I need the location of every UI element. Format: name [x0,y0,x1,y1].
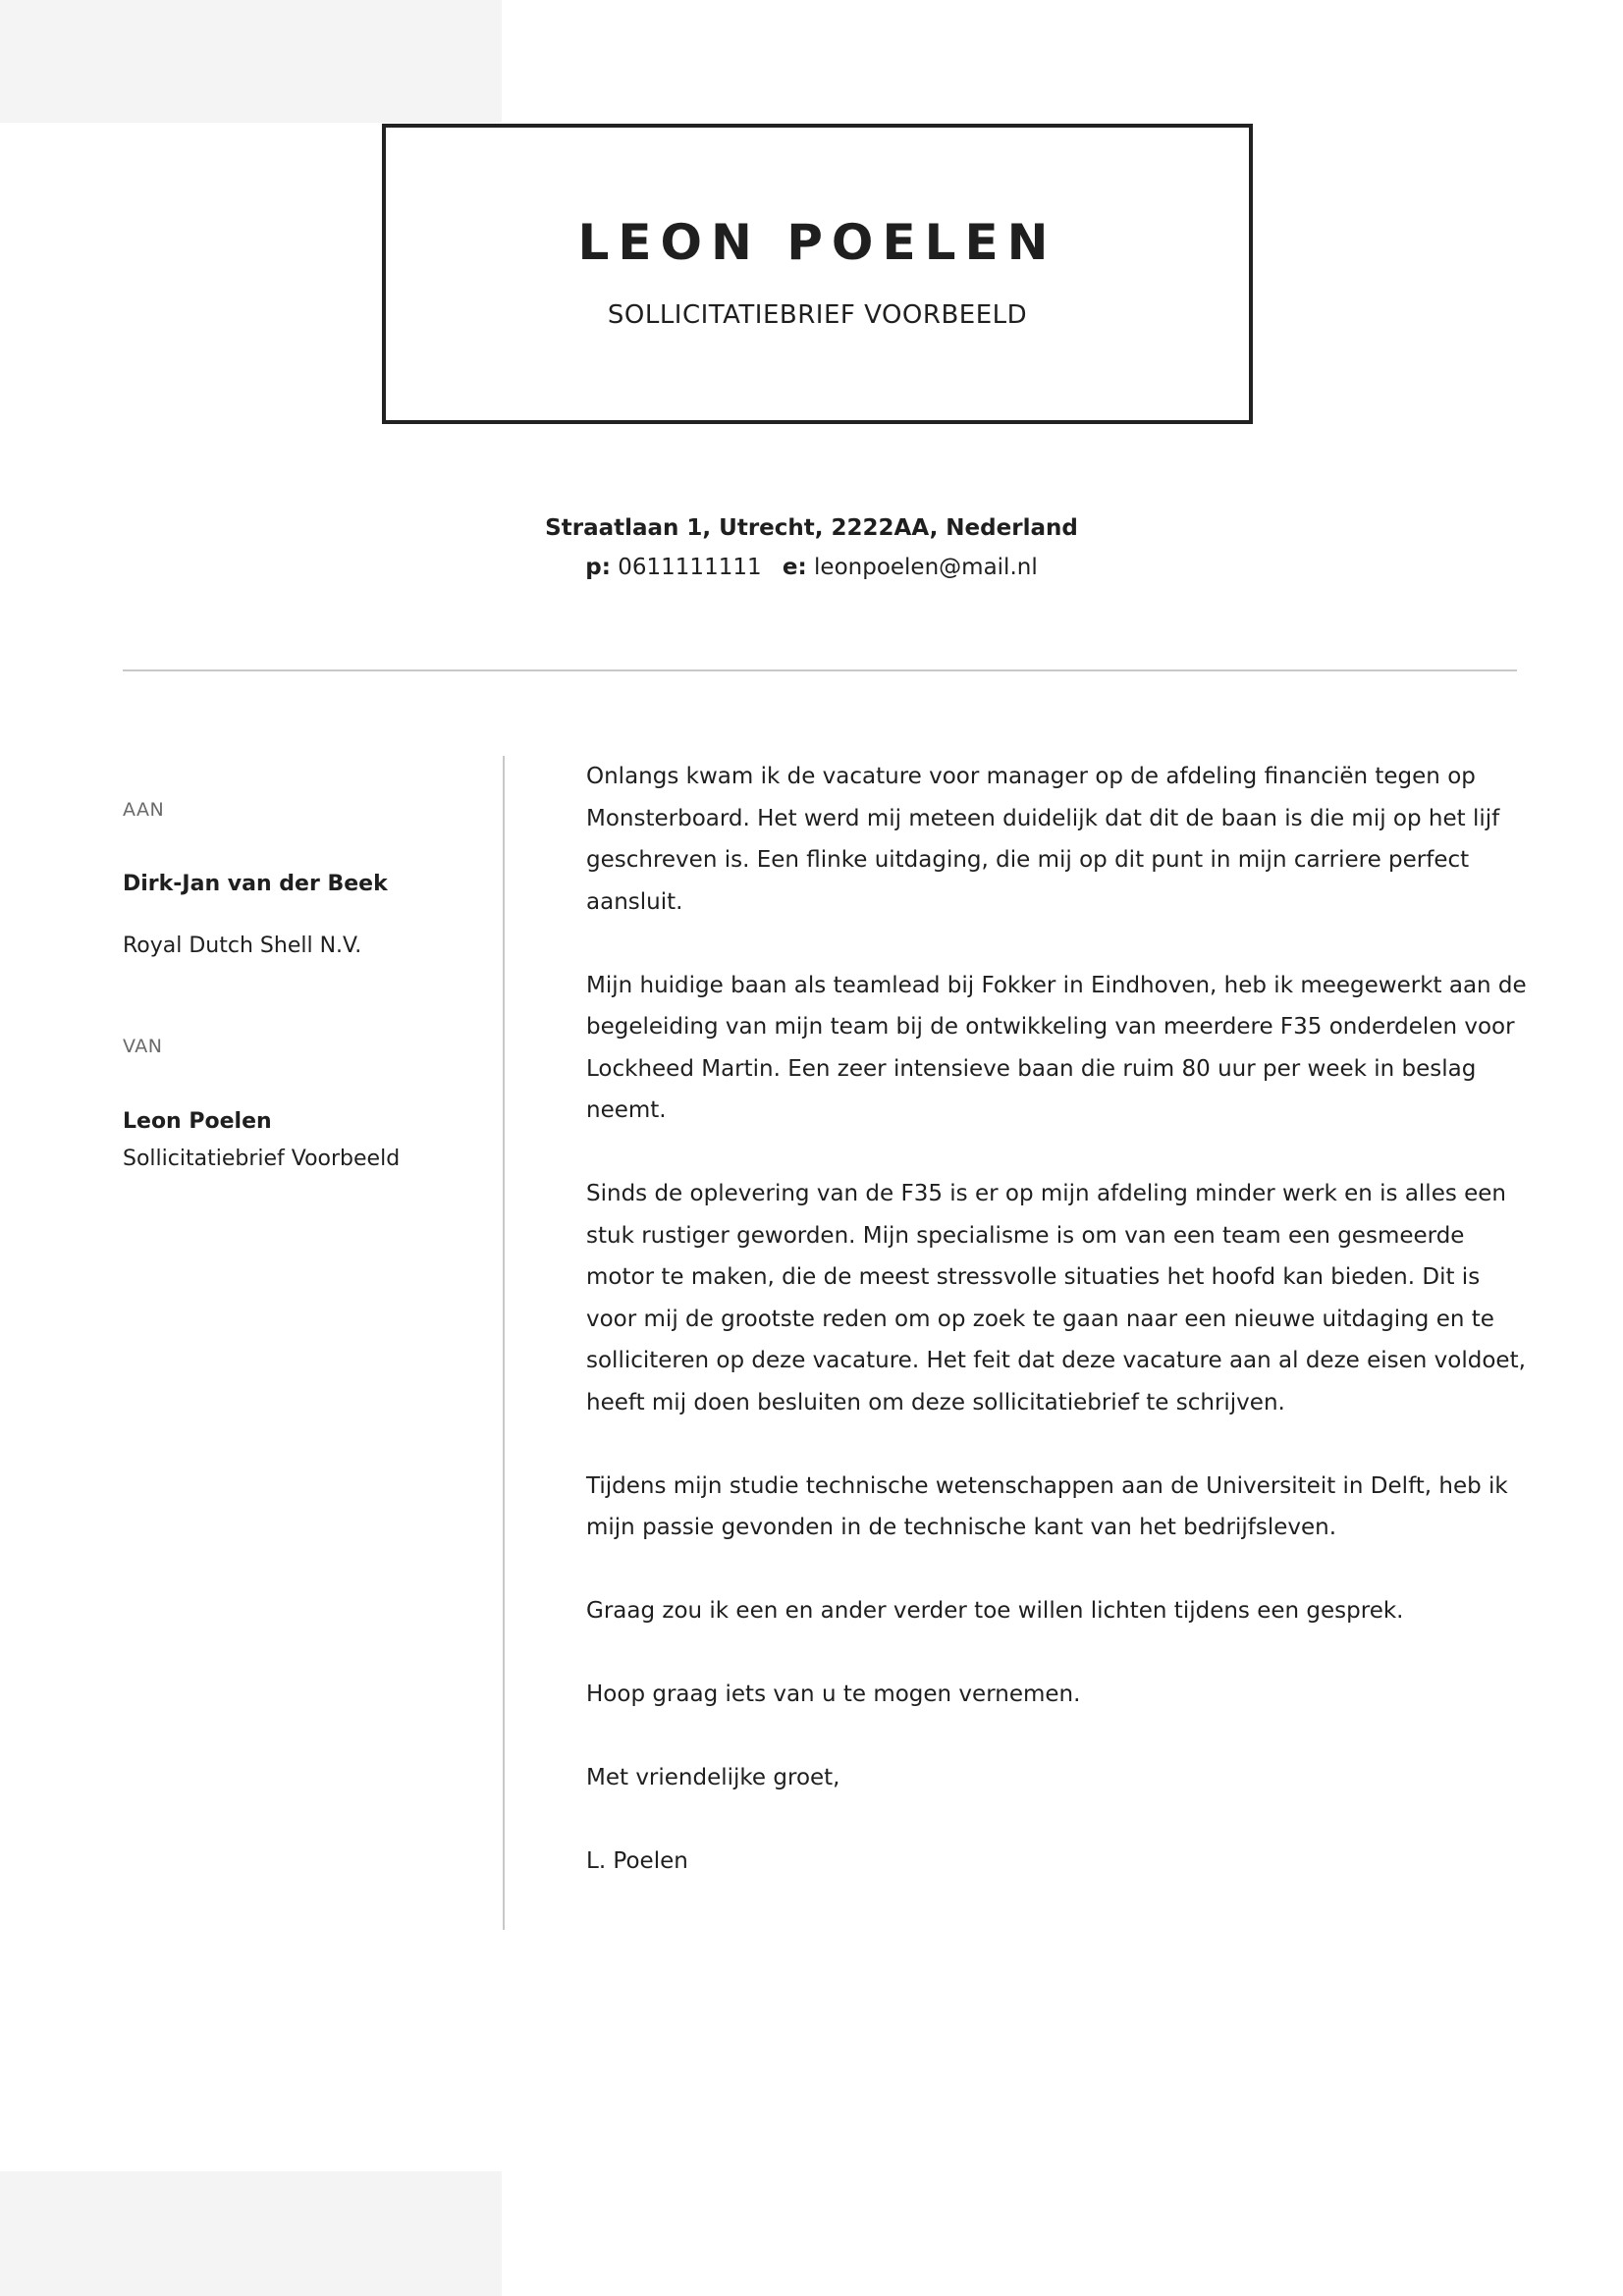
horizontal-divider [123,669,1517,671]
recipient-company: Royal Dutch Shell N.V. [123,934,362,958]
sender-label: VAN [123,1036,163,1057]
document-subtitle: SOLLICITATIEBRIEF VOORBEELD [607,300,1028,330]
letter-paragraph: Hoop graag iets van u te mogen vernemen. [586,1682,1081,1707]
letter-closing: Met vriendelijke groet, [586,1765,840,1790]
sender-name: Leon Poelen [123,1109,272,1134]
contact-block [0,508,1623,587]
letter-paragraph: Onlangs kwam ik de vacature voor manager op de afdeling financiën tegen op Monsterboard. Het werd mij meteen duidelijk dat dit de baan is die mij op het lijf geschreven is. Een flinke uitdaging, die mij op dit punt in mijn carriere perfect aansluit. [586,764,1500,915]
contact-line [0,548,1623,587]
phone-label: p: [585,555,611,580]
recipient-name: Dirk-Jan van der Beek [123,872,388,896]
decorative-block-bottom [0,2171,502,2296]
applicant-name: LEON POELEN [577,214,1057,271]
letter-paragraph: Graag zou ik een en ander verder toe willen lichten tijdens een gesprek. [586,1598,1404,1624]
letter-paragraph: Sinds de oplevering van de F35 is er op mijn afdeling minder werk en is alles een stuk rustiger geworden. Mijn specialisme is om van een team een gesmeerde motor te maken, die de meest stressvolle situaties het hoofd kan bieden. Dit is voor mij de grootste reden om op zoek te gaan naar een nieuwe uitdaging en te solliciteren op deze vacature. Het feit dat deze vacature aan al deze eisen voldoet, heeft mij doen besluiten om deze sollicitatiebrief te schrijven. [586,1181,1526,1415]
letter-paragraph: Tijdens mijn studie technische wetenschappen aan de Universiteit in Delft, heb ik mijn passie gevonden in de technische kant van het bedrijfsleven. [586,1472,1508,1540]
email-address: leonpoelen@mail.nl [814,555,1038,580]
sender-subtitle: Sollicitatiebrief Voorbeeld [123,1147,401,1171]
recipient-label: AAN [123,799,165,821]
email-label: e: [782,555,807,580]
contact-address: Straatlaan 1, Utrecht, 2222AA, Nederland [545,515,1078,541]
vertical-divider [503,756,505,1930]
letter-body [586,756,1527,1924]
header-box [382,124,1253,424]
decorative-block-top [0,0,502,123]
letter-signature: L. Poelen [586,1848,688,1874]
letter-paragraph: Mijn huidige baan als teamlead bij Fokker in Eindhoven, heb ik meegewerkt aan de begeleiding van mijn team bij de ontwikkeling van meerdere F35 onderdelen voor Lockheed Martin. Een zeer intensieve baan die ruim 80 uur per week in beslag neemt. [586,972,1527,1123]
phone-number: 0611111111 [618,555,762,580]
